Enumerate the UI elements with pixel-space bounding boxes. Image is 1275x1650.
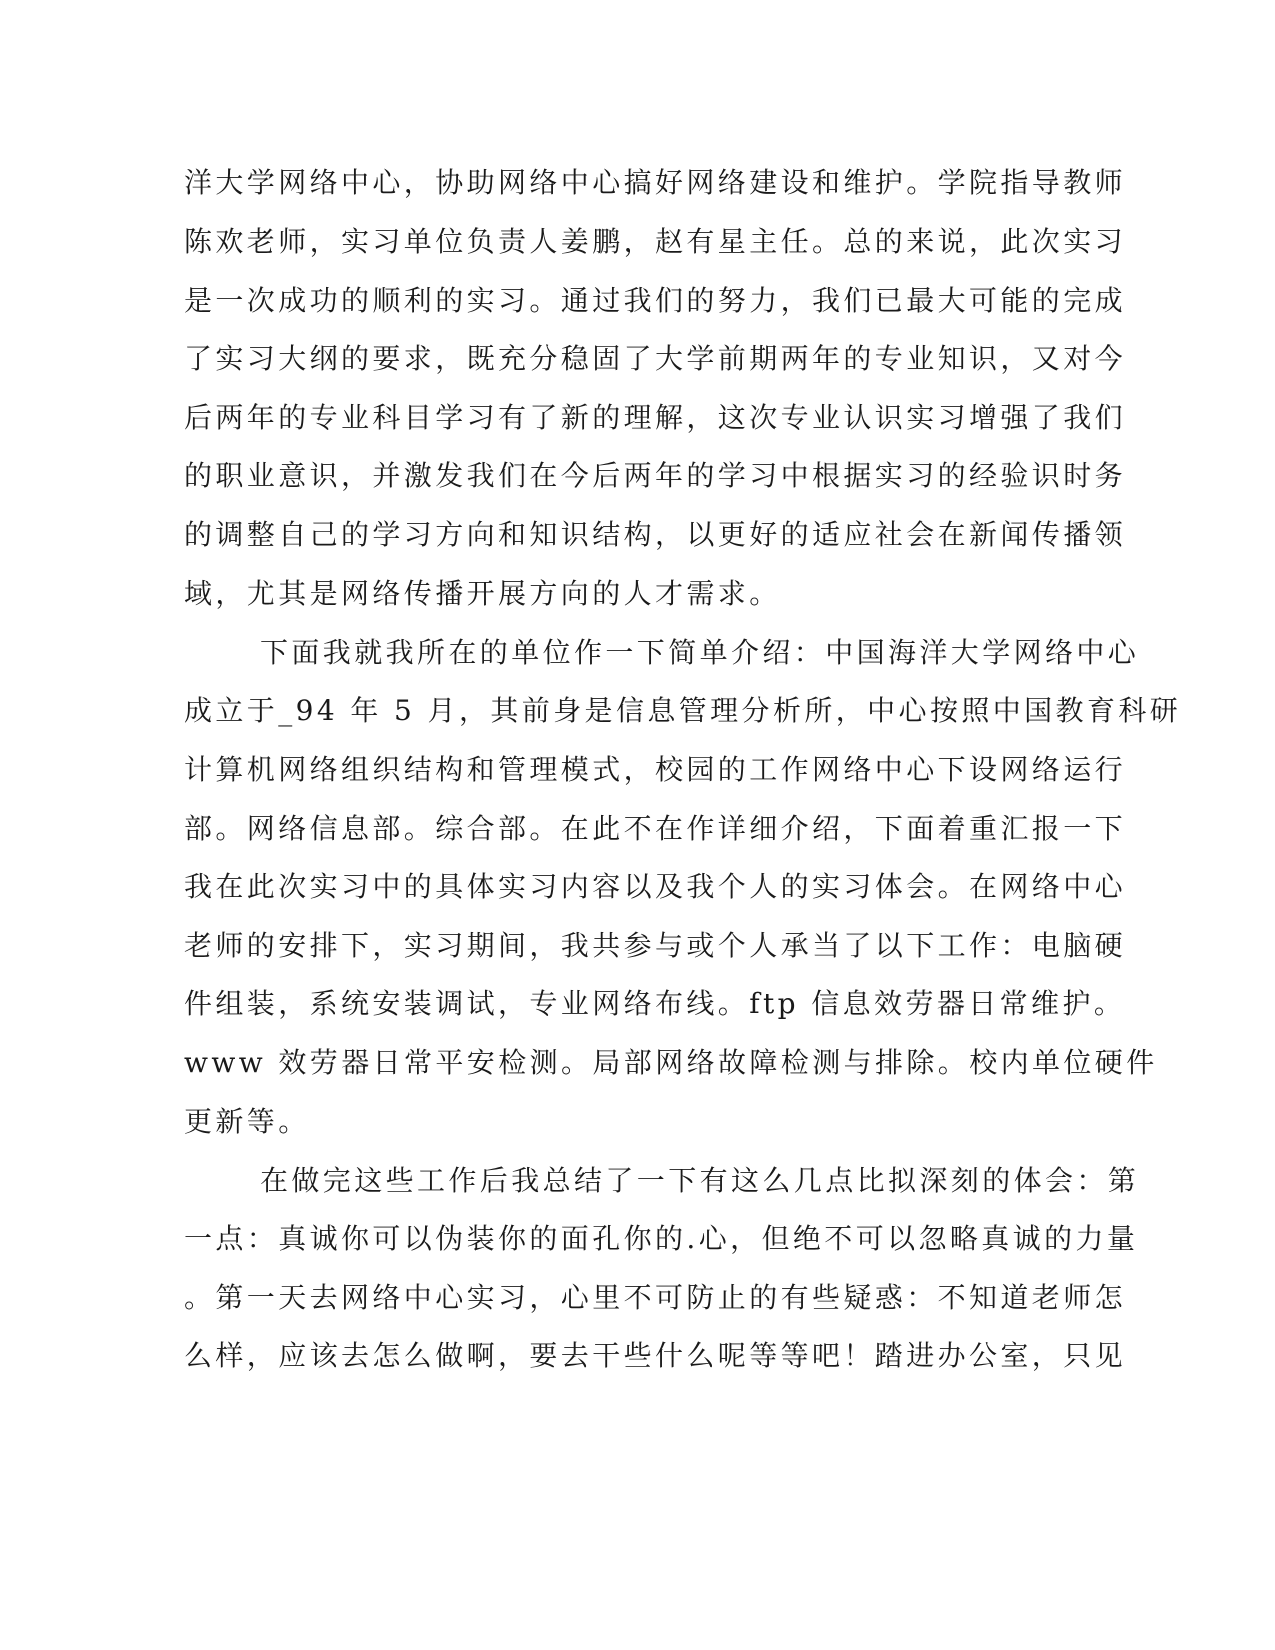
text-line: 我在此次实习中的具体实习内容以及我个人的实习体会。在网络中心 (184, 870, 1127, 903)
text-line: 计算机网络组织结构和管理模式，校园的工作网络中心下设网络运行 (184, 753, 1127, 786)
text-line: 下面我就我所在的单位作一下简单介绍：中国海洋大学网络中心 (260, 636, 1140, 669)
text-line: 是一次成功的顺利的实习。通过我们的努力，我们已最大可能的完成 (184, 284, 1127, 317)
text-line: 域，尤其是网络传播开展方向的人才需求。 (184, 577, 781, 610)
text-line: 的职业意识，并激发我们在今后两年的学习中根据实习的经验识时务 (184, 459, 1127, 492)
text-line: 的调整自己的学习方向和知识结构，以更好的适应社会在新闻传播领 (184, 518, 1127, 551)
text-line: 更新等。 (184, 1105, 310, 1138)
text-line: 。第一天去网络中心实习，心里不可防止的有些疑惑：不知道老师怎 (184, 1281, 1127, 1314)
text-line: 后两年的专业科目学习有了新的理解，这次专业认识实习增强了我们 (184, 401, 1127, 434)
text-line: 老师的安排下，实习期间，我共参与或个人承当了以下工作：电脑硬 (184, 929, 1127, 962)
text-line: 部。网络信息部。综合部。在此不在作详细介绍，下面着重汇报一下 (184, 812, 1127, 845)
text-line: 件组装，系统安装调试，专业网络布线。ftp 信息效劳器日常维护。 (184, 987, 1126, 1020)
text-line: 成立于_94 年 5 月，其前身是信息管理分析所，中心按照中国教育科研 (184, 694, 1182, 727)
text-line: 么样，应该去怎么做啊，要去干些什么呢等等吧！踏进办公室，只见 (184, 1339, 1127, 1372)
text-line: 陈欢老师，实习单位负责人姜鹏，赵有星主任。总的来说，此次实习 (184, 225, 1127, 258)
text-line: www 效劳器日常平安检测。局部网络故障检测与排除。校内单位硬件 (184, 1046, 1158, 1079)
text-line: 在做完这些工作后我总结了一下有这么几点比拟深刻的体会：第 (260, 1164, 1140, 1197)
text-line: 一点：真诚你可以伪装你的面孔你的.心，但绝不可以忽略真诚的力量 (184, 1222, 1139, 1255)
text-line: 了实习大纲的要求，既充分稳固了大学前期两年的专业知识，又对今 (184, 342, 1127, 375)
text-line: 洋大学网络中心，协助网络中心搞好网络建设和维护。学院指导教师 (184, 166, 1127, 199)
